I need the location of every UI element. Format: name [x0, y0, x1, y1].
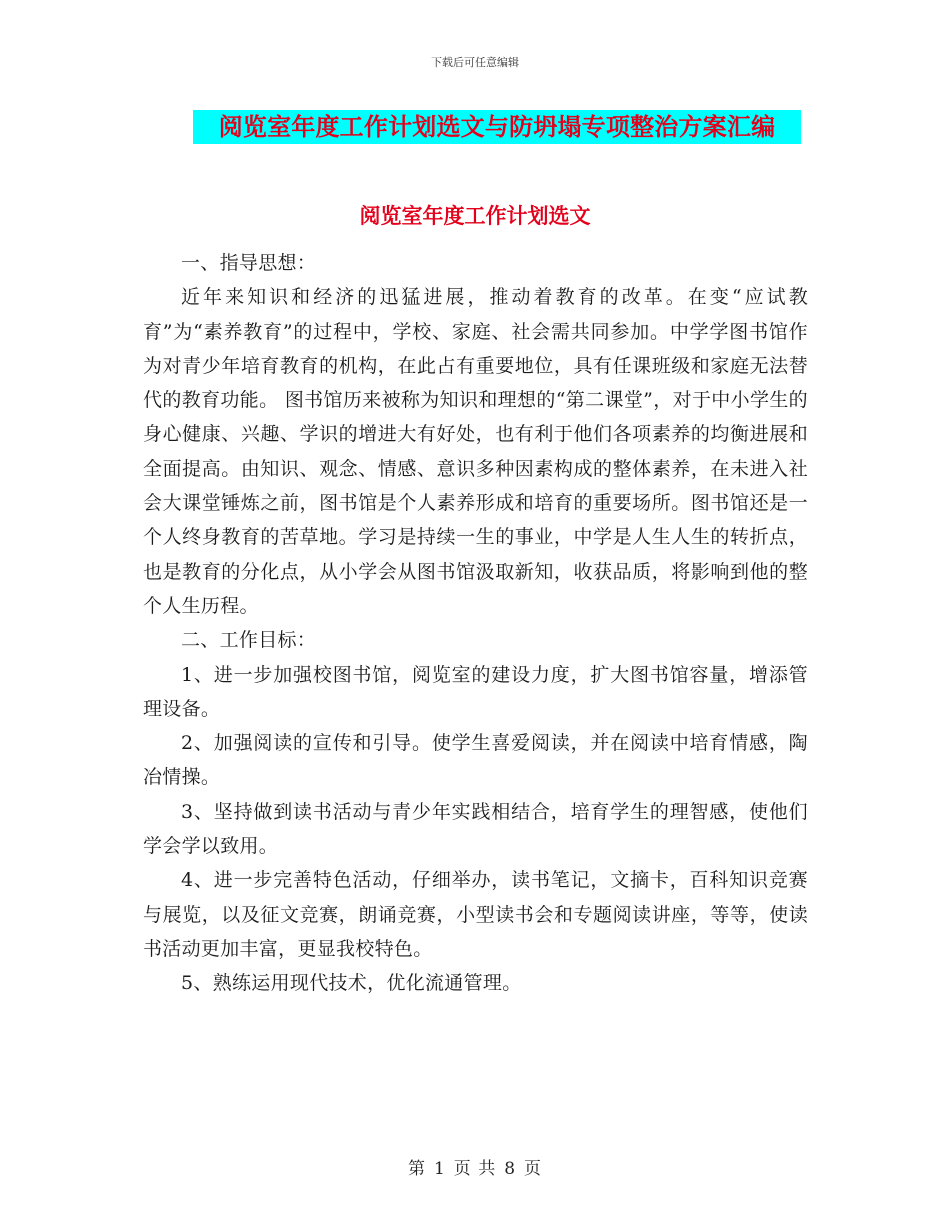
heading-work-goals: 二、工作目标： — [181, 629, 317, 652]
goal-item-1: 1、进一步加强校图书馆，阅览室的建设力度，扩大图书馆容量，增添管理设备。 — [143, 663, 808, 720]
footer-suffix: 页 — [524, 1159, 543, 1179]
document-body — [143, 246, 808, 1001]
main-title: 阅览室年度工作计划选文与防坍塌专项整治方案汇编 — [218, 112, 776, 141]
heading-guiding-ideology: 一、指导思想： — [181, 252, 317, 274]
footer-prefix: 第 — [407, 1159, 426, 1179]
main-title-highlight — [193, 110, 801, 144]
goal-item-4: 4、进一步完善特色活动，仔细举办，读书笔记，文摘卡，百科知识竞赛与展览，以及征文竞赛，朗诵竞赛，小型读书会和专题阅读讲座，等等，使读书活动更加丰富，更显我校特色。 — [143, 869, 808, 960]
footer-page-number: 1 — [433, 1159, 446, 1179]
paragraph-guiding-ideology: 近年来知识和经济的迅猛进展，推动着教育的改革。在变“应试教育”为“素养教育”的过程中，学校、家庭、社会需共同参加。中学学图书馆作为对青少年培育教育的机构，在此占有重要地位，具有任课班级和家庭无法替代的教育功能。 图书馆历来被称为知识和理想的“第二课堂”，对于中小学生的身心健康、兴趣、学识的增进大有好处，也有利于他们各项素养的均衡进展和全面提高。由知识、观念、情感、意识多种因素构成的整体素养，在未进入社会大课堂锤炼之前，图书馆是个人素养形成和培育的重要场所。图书馆还是一个人终身教育的苦草地。学习是持续一生的事业，中学是人生人生的转折点，也是教育的分化点，从小学会从图书馆汲取新知，收获品质，将影响到他的整个人生历程。 — [143, 286, 808, 617]
footer-total-pages: 8 — [504, 1159, 517, 1179]
goal-item-3: 3、坚持做到读书活动与青少年实践相结合，培育学生的理智感，使他们学会学以致用。 — [143, 800, 808, 858]
header-note: 下载后可任意编辑 — [431, 56, 519, 69]
section-title: 阅览室年度工作计划选文 — [359, 203, 591, 228]
footer-mid: 页 共 — [453, 1159, 497, 1179]
goal-item-2: 2、加强阅读的宣传和引导。使学生喜爱阅读，并在阅读中培育情感，陶冶情操。 — [143, 732, 808, 789]
goal-item-5: 5、熟练运用现代技术，优化流通管理。 — [181, 972, 522, 995]
page-footer — [0, 1154, 950, 1179]
